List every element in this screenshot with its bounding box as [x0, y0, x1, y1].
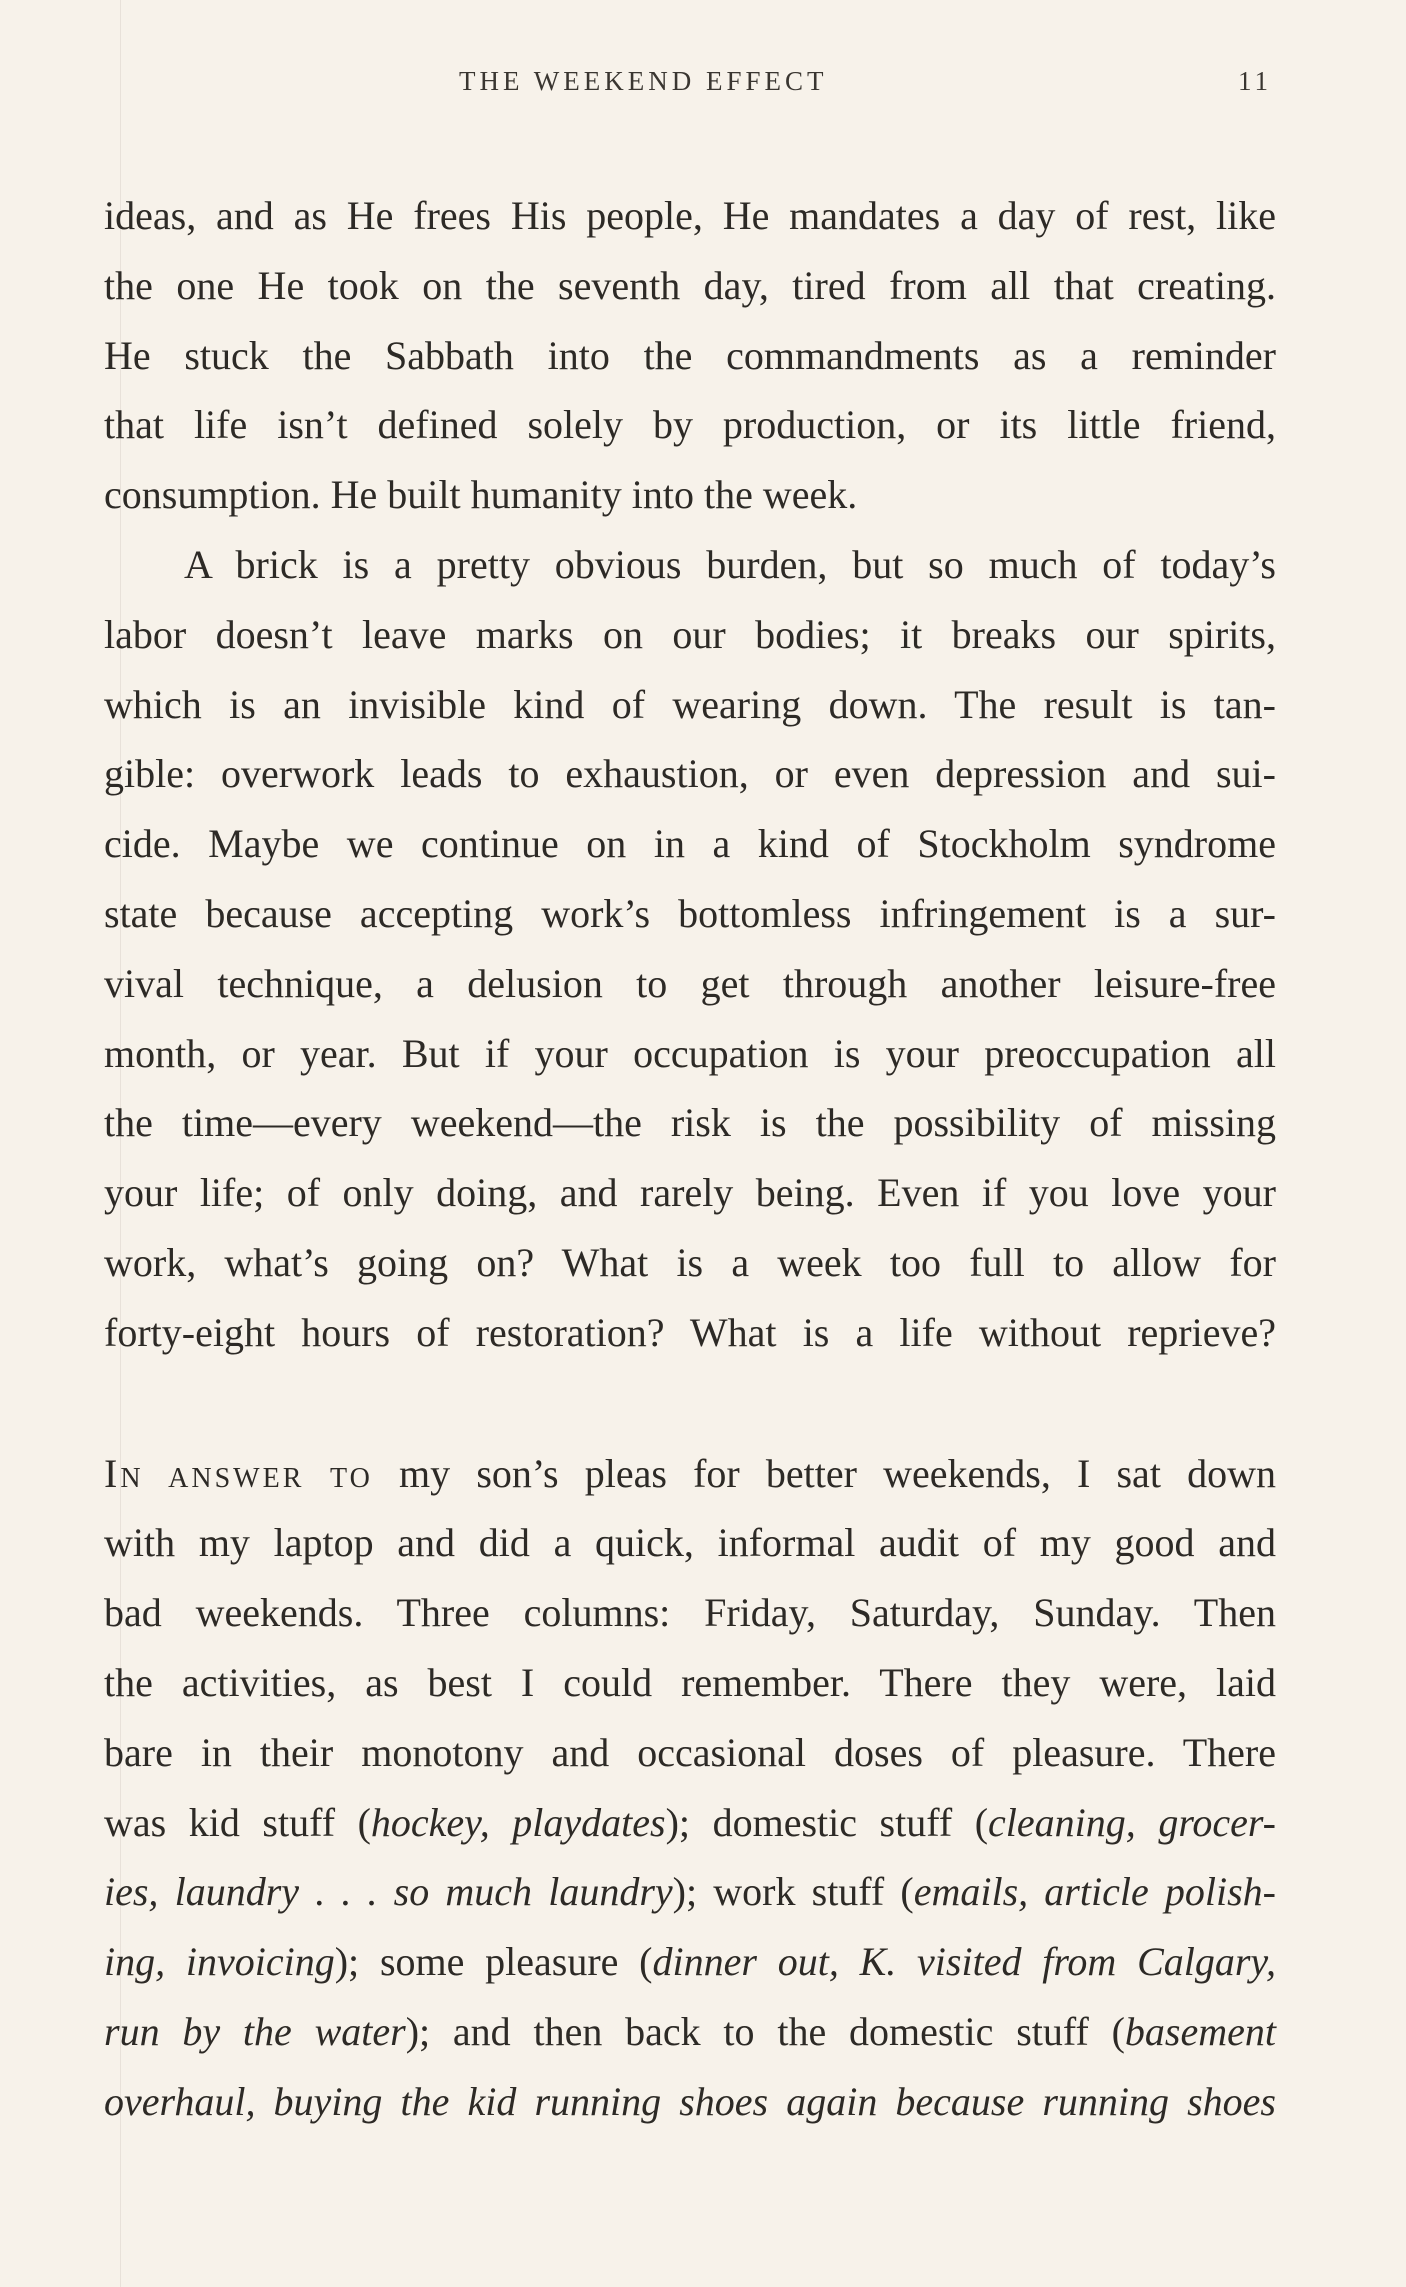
text-line: bare in their monotony and occasional doses of pleasure. There: [104, 1729, 1276, 1775]
text-line: cide. Maybe we continue on in a kind of Stockholm syndrome: [104, 821, 1276, 867]
text-line: with my laptop and did a quick, informal audit of my good and: [104, 1520, 1276, 1566]
text-line: which is an invisible kind of wearing down. The result is tan-: [104, 681, 1276, 727]
text-line: overhaul, buying the kid running shoes again because running shoes: [104, 2078, 1276, 2124]
paragraph-1: [104, 181, 1276, 530]
text-line: your life; of only doing, and rarely being. Even if you love your: [104, 1170, 1276, 1216]
text-line: [104, 1439, 1276, 1509]
text-line: that life isn’t defined solely by production, or its little friend,: [104, 402, 1276, 448]
text-run: ); some pleasure (: [334, 1939, 653, 1985]
text-line: gible: overwork leads to exhaustion, or even depression and sui-: [104, 751, 1276, 797]
text-line: consumption. He built humanity into the week.: [104, 472, 858, 518]
italic-run: hockey, playdates: [370, 1799, 666, 1845]
text-line: ideas, and as He frees His people, He mandates a day of rest, like: [104, 193, 1276, 238]
italic-run: cleaning, grocer-: [988, 1799, 1276, 1845]
text-line: the time—every weekend—the risk is the possibility of missing: [104, 1100, 1276, 1146]
text-line: the one He took on the seventh day, tired from all that creating.: [104, 262, 1276, 308]
text-line: the activities, as best I could remember. There they were, laid: [104, 1659, 1276, 1705]
text-line: work, what’s going on? What is a week too full to allow for: [104, 1239, 1276, 1285]
italic-run: emails, article polish-: [913, 1869, 1276, 1915]
text-line: month, or year. But if your occupation is your preoccupation all: [104, 1030, 1276, 1076]
text-run: my son’s pleas for better weekends, I sat down: [372, 1450, 1276, 1496]
text-line: He stuck the Sabbath into the commandments as a reminder: [104, 332, 1276, 378]
running-title: THE WEEKEND EFFECT: [459, 66, 828, 96]
section-lead-initial: I: [104, 1450, 121, 1496]
text-line: state because accepting work’s bottomless infringement is a sur-: [104, 890, 1276, 936]
italic-run: basement: [1124, 2008, 1276, 2054]
italic-run: ies, laundry . . . so much laundry: [104, 1869, 673, 1915]
text-line: vival technique, a delusion to get through another leisure-free: [104, 960, 1276, 1006]
running-head: [0, 66, 1406, 106]
text-line: [104, 1927, 1276, 1997]
italic-run: dinner out, K. visited from Calgary,: [652, 1939, 1276, 1985]
section-break: [104, 1368, 1276, 1439]
section-lead-small-caps: N ANSWER TO: [120, 1462, 373, 1494]
text-line: [104, 1997, 1276, 2067]
text-line: [104, 1857, 1276, 1927]
italic-run: ing, invoicing: [104, 1939, 335, 1985]
text-line: labor doesn’t leave marks on our bodies; it breaks our spirits,: [104, 611, 1276, 657]
text-run: was kid stuff (: [104, 1799, 371, 1845]
page-number: 11: [1238, 66, 1272, 96]
text-line: bad weekends. Three columns: Friday, Saturday, Sunday. Then: [104, 1590, 1276, 1636]
text-line: forty-eight hours of restoration? What is a life without reprieve?: [104, 1309, 1276, 1355]
text-line: [104, 1788, 1276, 1858]
text-run: ); domestic stuff (: [665, 1799, 989, 1845]
text-line: A brick is a pretty obvious burden, but so much of today’s: [184, 541, 1276, 587]
text-run: ); and then back to the domestic stuff (: [405, 2008, 1125, 2054]
paragraph-2: [104, 530, 1276, 1368]
body-text: [104, 181, 1276, 2137]
paragraph-3: [104, 1439, 1276, 2137]
text-run: ); work stuff (: [672, 1869, 914, 1915]
italic-run: run by the water: [104, 2008, 406, 2054]
